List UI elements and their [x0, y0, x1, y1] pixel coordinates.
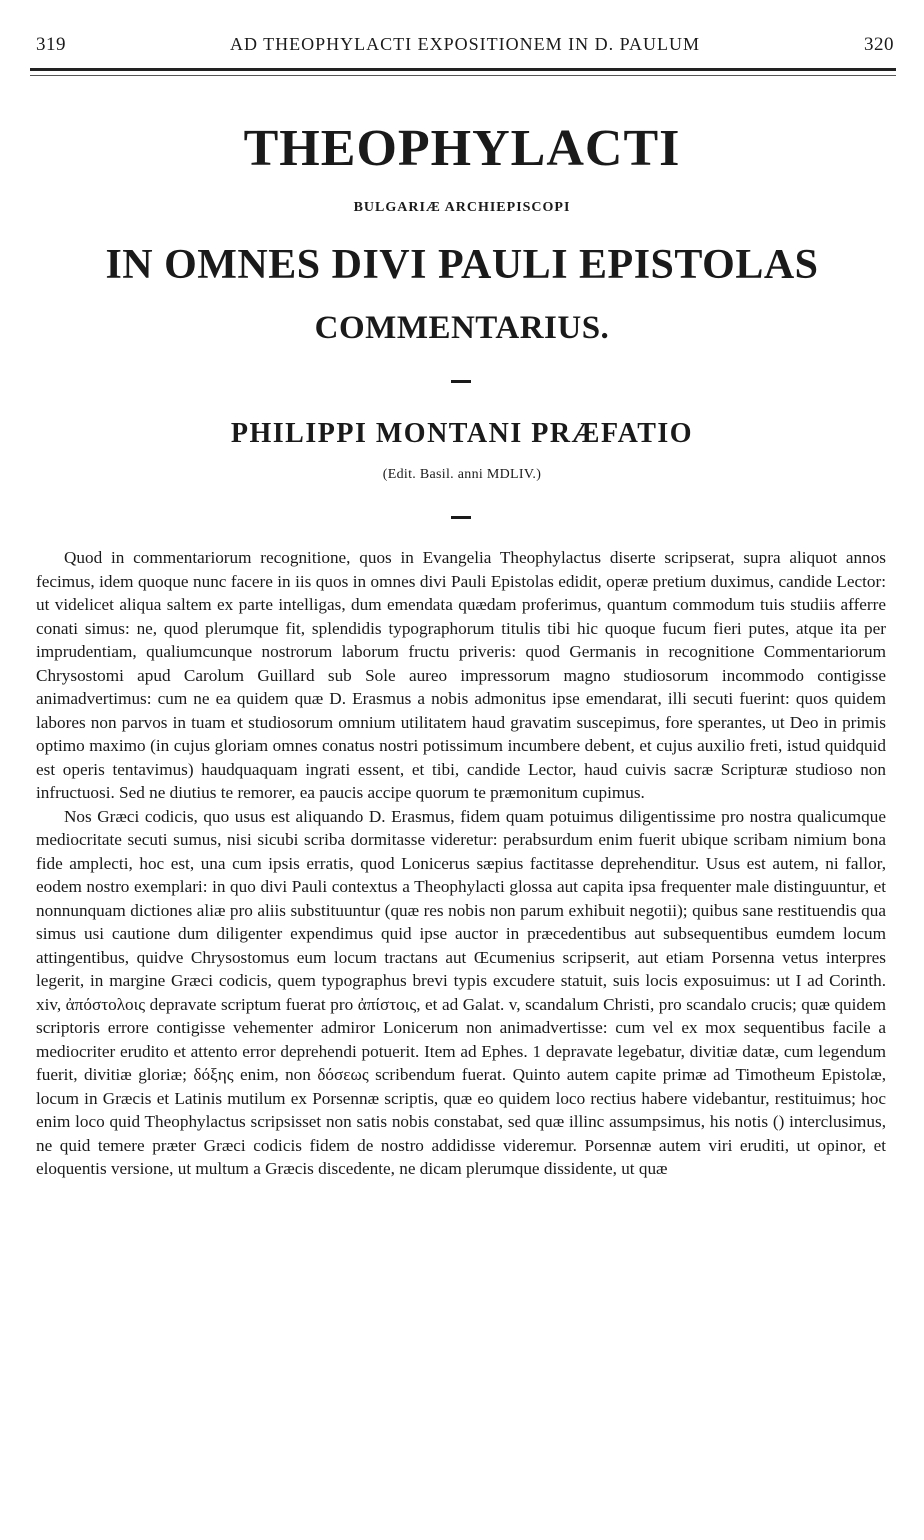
section-dash — [451, 516, 471, 519]
body-text — [36, 546, 886, 1181]
edition-note: (Edit. Basil. anni MDLIV.) — [382, 467, 542, 482]
paragraph: Nos Græci codicis, quo usus est aliquando D. Erasmus, fidem quam potuimus diligentissime pro nostra qualicumque mediocritate secuti sumus, nisi sicubi scriba dormitasse videretur: perabsurdum enim fuerit ubique scribam nimium bona fide amplecti, hoc est, una cum ipsis erratis, quod Lonicerus sæpius factitasse deprehenditur. Usus est autem, ni fallor, eodem nostro exemplari: in quo divi Pauli contextus a Theophylacti glossa aut capita ipsa frequenter male distinguuntur, et nonnunquam dictiones aliæ pro aliis substituuntur (quæ res nobis non parum exhibuit negotii); quibus sane restituendis qua simus usi cautione dum diligenter expendimus quid ipse auctor in præcedentibus aut subsequentibus eumdem locum attingentibus, quidve Chrysostomus eum locum tractans aut Œcumenius scripserit, aut etiam Porsenna vetus interpres legerit, in margine Græci codicis, quem typographus brevi typis excudere statuit, suis locis exposuimus: ut I ad Corinth. xiv, ἀπόστολοις depravate scriptum fuerat pro ἀπίστοις, et ad Galat. v, scandalum Christi, pro scandalo crucis; quæ quidem scriptoris errore contigisse vehementer admiror Lonicerum non animadvertisse: cum vel ex mox sequentibus facile a mediocriter erudito et attento error deprehendi potuerit. Item ad Ephes. 1 depravate legebatur, divitiæ datæ, cum legendum fuerit, divitiæ gloriæ; δόξης enim, non δόσεως scribendum fuerat. Quinto autem capite primæ ad Timotheum Epistolæ, locum in Græcis et Latinis mutilum ex Porsennæ scriptis, quæ eo quidem loco rectius habere videbantur, restituimus; hoc enim loco quid Theophylactus scripsisset non satis nobis constabat, sed quæ illinc assumpsimus, his notis () interclusimus, ne quid temere præter Græci codicis fidem de nostro addidisse videremur. Porsennæ autem viri eruditi, ut opinor, et eloquentis versione, ut multum a Græcis discedente, ne dicam plerumque dissidente, ut quæ — [36, 806, 886, 1178]
running-title: AD THEOPHYLACTI EXPOSITIONEM IN D. PAULUM — [229, 34, 700, 54]
page-number-right: 320 — [864, 34, 894, 55]
preface-heading: PHILIPPI MONTANI PRÆFATIO — [230, 418, 694, 449]
sub-heading: COMMENTARIUS. — [314, 310, 610, 346]
paragraph: Quod in commentariorum recognitione, quos in Evangelia Theophylactus diserte scripserat, supra aliquot annos fecimus, idem quoque nunc facere in iis quos in omnes divi Pauli Epistolas edidit, operæ pretium duximus, candide Lector: ut videlicet aliqua saltem ex parte intelligas, dum emendata quædam proferimus, quantum commodum tuis studiis afferre conati simus: ne, quod plerumque fit, splendidis typographorum titulis tibi hic quoque fucum fieri putes, atque ita per imprudentiam, qualiumcunque nostrorum laborum fructu priveris: quod Germanis in recognitione Commentariorum Chrysostomi apud Carolum Guillard sub Sole aureo impressorum magno studiosorum incommodo contigisse animadvertimus: cum ne ea quidem quæ D. Erasmus a nobis admonitus ipse emendarat, illi secuti fuerint: quos quidem labores non parvos in tuam et studiosorum omnium utilitatem haud gravatim suscepimus, fore sperantes, ut Deo in primis optimo maximo (in cujus gloriam omnes conatus nostri potissimum incumbere debent, et cujus auxilio freti, istud quidquid est operis tentavimus) haudquaquam ingrati essent, et tibi, candide Lector, haud cuivis sacræ Scripturæ studioso non infructuosi. Sed ne diutius te remorer, ea paucis accipe quorum te præmonitum cupimus. — [36, 548, 886, 802]
subtitle: BULGARIÆ ARCHIEPISCOPI — [353, 200, 571, 215]
page-title: THEOPHYLACTI — [243, 120, 681, 177]
section-dash — [451, 380, 471, 383]
main-heading: IN OMNES DIVI PAULI EPISTOLAS — [105, 242, 819, 288]
header-rule — [30, 68, 896, 76]
page-number-left: 319 — [36, 34, 66, 55]
running-head — [36, 34, 894, 60]
